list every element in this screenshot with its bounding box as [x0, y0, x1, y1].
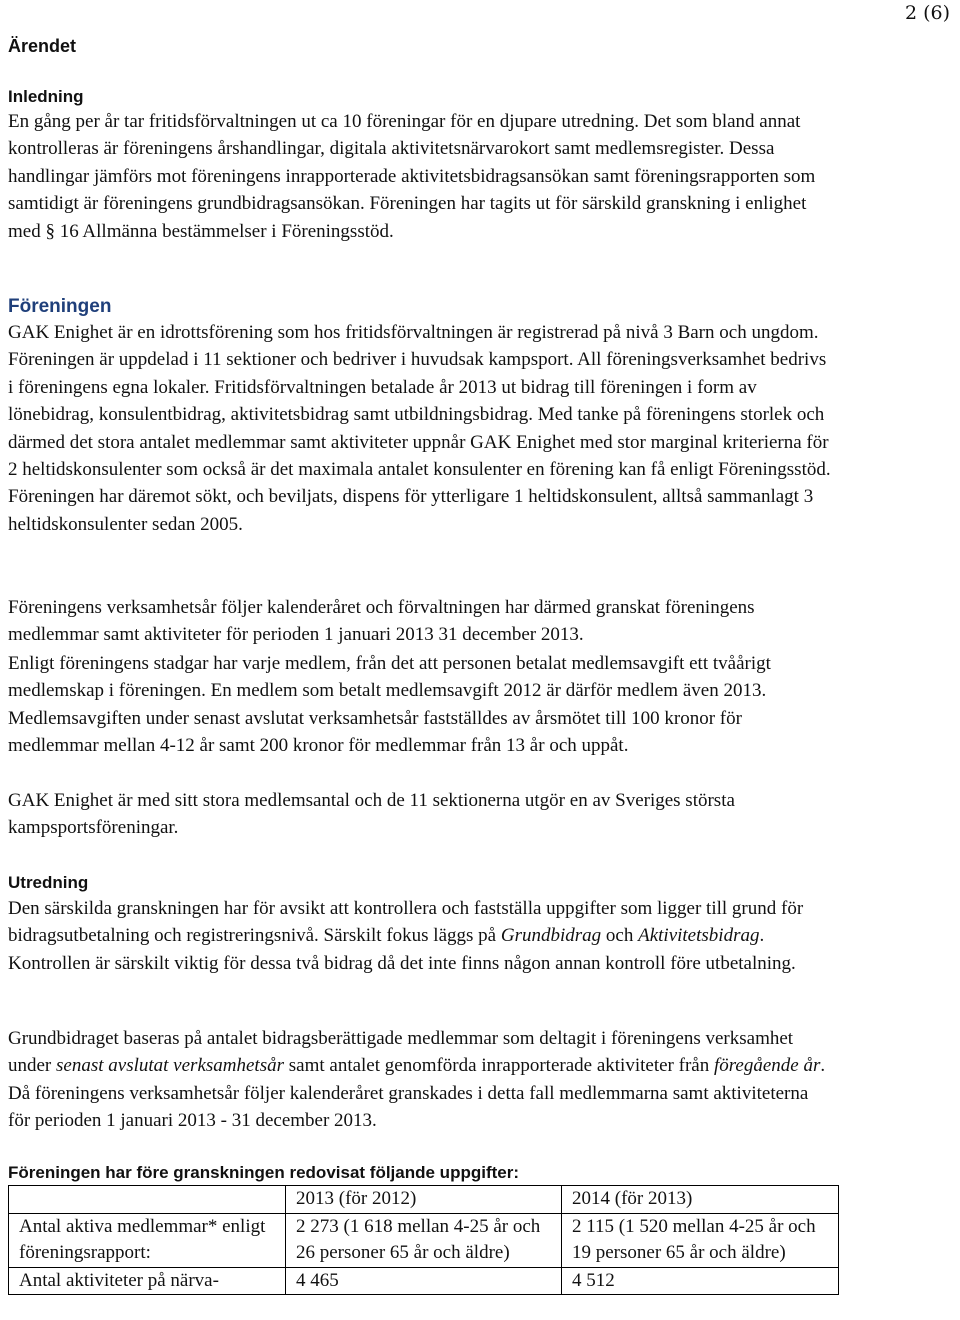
utredning-text-b: och	[605, 925, 634, 947]
section-heading-inledning: Inledning	[8, 87, 84, 106]
emphasis-aktivitetsbidrag: Aktivitetsbidrag	[638, 925, 760, 947]
data-table	[8, 1185, 839, 1295]
section-heading-utredning: Utredning	[8, 873, 89, 892]
table-cell: 4 465	[286, 1267, 562, 1295]
paragraph-utredning-2	[8, 1025, 834, 1135]
table-header-cell	[9, 1186, 286, 1214]
utredning-text2-a: Grundbidraget baseras på antalet bidragsberättigade medlemmar som deltagit i föreningens verksamhet under	[8, 1028, 794, 1077]
paragraph-utredning-1	[8, 895, 834, 977]
table-cell: 2 273 (1 618 mellan 4-25 år och 26 personer 65 år och äldre)	[286, 1213, 562, 1267]
table-cell: 4 512	[562, 1267, 839, 1295]
table-row	[9, 1267, 839, 1295]
paragraph-foreningen-3: Enligt föreningens stadgar har varje medlem, från det att personen betalat medlemsavgift ett tvåårigt medlemskap i föreningen. En medlem som betalt medlemsavgift 2012 är därför medlem även 2013. Medlemsavgiften under senast avslutat verksamhetsår fastställdes av årsmötet till 100 kronor för medlemmar mellan 4-12 år samt 200 kronor för medlemmar från 13 år och uppåt.	[8, 653, 771, 757]
emphasis-grundbidrag: Grundbidrag	[500, 925, 602, 947]
table-cell: Antal aktiva medlemmar* enligt föreningsrapport:	[9, 1213, 286, 1267]
document-heading: Ärendet	[8, 36, 77, 56]
paragraph-foreningen-1: GAK Enighet är en idrottsförening som hos fritidsförvaltningen är registrerad på nivå 3 Barn och ungdom. Föreningen är uppdelad i 11 sektioner och bedriver i huvudsak kampsport. All föreningsverksamhet bedrivs i föreningens egna lokaler. Fritidsförvaltningen betalade år 2013 ut bidrag till föreningen i form av lönebidrag, konsulentbidrag, aktivitetsbidrag samt utbildningsbidrag. Med tanke på föreningens storlek och därmed det stora antalet medlemmar samt aktiviteter uppnår GAK Enighet med stor marginal kriterierna för 2 heltidskonsulenter som också är det maximala antalet konsulenter en förening kan få enligt Föreningsstöd. Föreningen har däremot sökt, och beviljats, dispens för ytterligare 1 heltidskonsulent, alltså sammanlagt 3 heltidskonsulenter sedan 2005.	[8, 322, 831, 535]
utredning-text-a: Den särskilda granskningen har för avsikt att kontrollera och fastställa uppgifter som ligger till grund för bidragsutbetalning och registreringsnivå. Särskilt fokus läggs på	[8, 898, 804, 947]
table-header-row	[9, 1186, 839, 1214]
page-number: 2 (6)	[904, 2, 950, 24]
paragraph-foreningen-2: Föreningens verksamhetsår följer kalenderåret och förvaltningen har därmed granskat föreningens medlemmar samt aktiviteter för perioden 1 januari 2013 31 december 2013.	[8, 597, 755, 646]
section-heading-foreningen: Föreningen	[8, 296, 112, 317]
table-row	[9, 1213, 839, 1267]
utredning-text2-c: . Då föreningens verksamhetsår följer kalenderåret granskades i detta fall medlemmarna samt aktiviteterna för perioden 1 januari 2013 - 31 december 2013.	[8, 1055, 826, 1132]
utredning-text-c: . Kontrollen är särskilt viktig för dessa två bidrag då det inte finns någon annan kontroll före utbetalning.	[8, 925, 796, 974]
emphasis-senast-avslutat: senast avslutat verksamhetsår	[56, 1055, 284, 1077]
emphasis-foregaende-ar: föregående år	[713, 1055, 821, 1077]
table-header-cell: 2013 (för 2012)	[286, 1186, 562, 1214]
paragraph-foreningen-4: GAK Enighet är med sitt stora medlemsantal och de 11 sektionerna utgör en av Sveriges största kampsportsföreningar.	[8, 790, 735, 839]
table-header-cell: 2014 (för 2013)	[562, 1186, 839, 1214]
utredning-text2-b: samt antalet genomförda inrapporterade aktiviteter från	[288, 1055, 710, 1077]
table-caption: Föreningen har före granskningen redovisat följande uppgifter:	[8, 1163, 519, 1182]
table-cell: Antal aktiviteter på närva-	[9, 1267, 286, 1295]
table-cell: 2 115 (1 520 mellan 4-25 år och 19 personer 65 år och äldre)	[562, 1213, 839, 1267]
paragraph-inledning: En gång per år tar fritidsförvaltningen ut ca 10 föreningar för en djupare utredning. Det som bland annat kontrolleras är föreningens årshandlingar, digitala aktivitetsnärvarokort samt medlemsregister. Dessa handlingar jämförs mot föreningens inrapporterade aktivitetsbidragsansökan samt föreningsrapporten som samtidigt är föreningens grundbidragsansökan. Föreningen har tagits ut för särskild granskning i enlighet med § 16 Allmänna bestämmelser i Föreningsstöd.	[8, 111, 816, 242]
